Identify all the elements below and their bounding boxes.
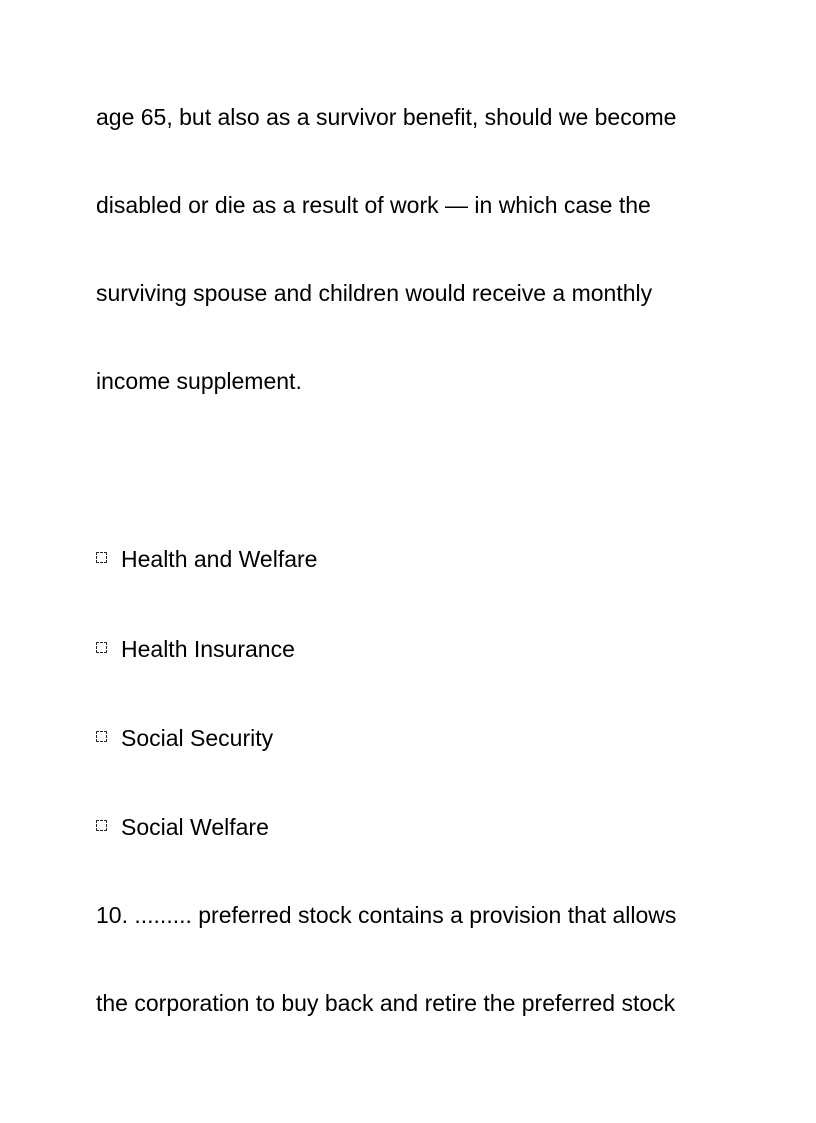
option-social-welfare[interactable] [96,813,269,841]
option-health-insurance[interactable] [96,635,295,663]
option-label: Health and Welfare [121,546,318,572]
option-label: Social Security [121,725,274,751]
text-line: surviving spouse and children would receive a monthly [96,280,653,306]
question-line: the corporation to buy back and retire the preferred stock [96,990,676,1016]
checkbox-icon[interactable] [96,552,107,563]
checkbox-icon[interactable] [96,731,107,742]
option-label: Social Welfare [121,814,269,840]
text-line: age 65, but also as a survivor benefit, should we become [96,104,677,130]
option-label: Health Insurance [121,636,295,662]
question-line: 10. ......... preferred stock contains a provision that allows [96,902,677,928]
text-line: income supplement. [96,368,302,394]
checkbox-icon[interactable] [96,642,107,653]
option-health-and-welfare[interactable] [96,545,317,573]
option-social-security[interactable] [96,724,273,752]
text-line: disabled or die as a result of work — in which case the [96,192,651,218]
checkbox-icon[interactable] [96,820,107,831]
